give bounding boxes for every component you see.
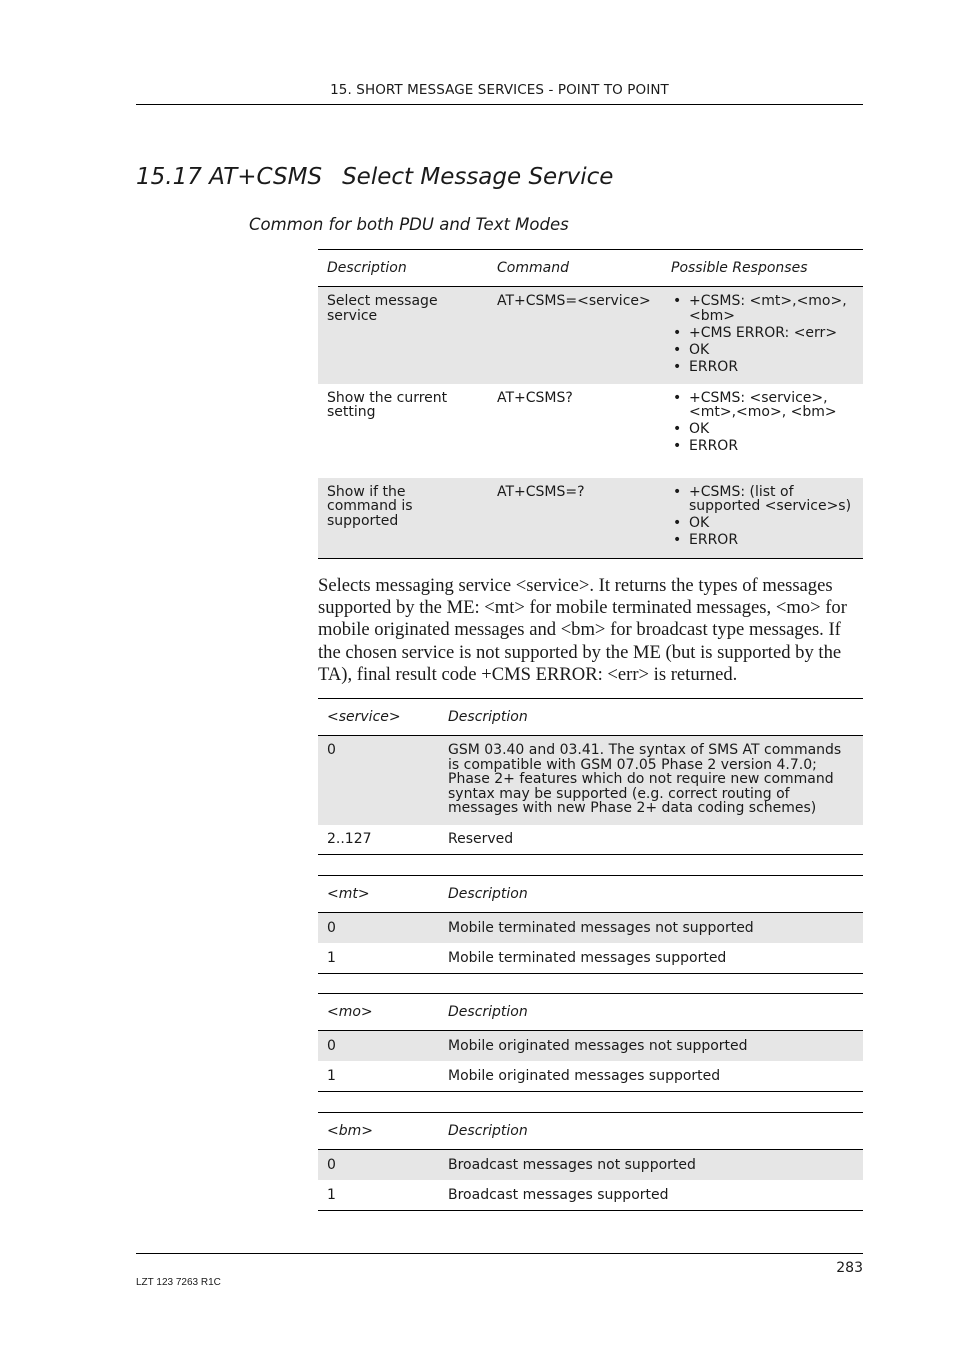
param-description: Reserved: [439, 825, 863, 855]
page-number: 283: [836, 1260, 863, 1276]
row-description: Select message service: [318, 287, 488, 384]
row-command: AT+CSMS?: [497, 389, 573, 406]
footer-rule: [136, 1253, 863, 1254]
mt-table: [318, 875, 863, 974]
body-paragraph: Selects messaging service <service>. It returns the types of messages supported by the ME: <mt> for mobile terminated messages, <mo> for mobile originated messages and <bm> for broadcast type messages. If the chosen service is not supported by the ME (but is supported by the TA), final result code +CMS ERROR: <err> is returned.: [318, 575, 847, 685]
service-table-header: [318, 699, 863, 736]
section-title: [136, 164, 613, 190]
response-item: • +CMS ERROR: <err>: [671, 326, 854, 341]
response-item: • +CSMS: <mt>,<mo>,<bm>: [671, 294, 854, 323]
table-row: [318, 287, 863, 384]
response-item: • OK: [671, 422, 854, 437]
table-row: [318, 1061, 863, 1092]
response-item: • OK: [671, 343, 854, 358]
command-table-header: [318, 250, 863, 287]
service-table: [318, 698, 863, 855]
param-description: Mobile originated messages supported: [439, 1061, 863, 1092]
section-name: Select Message Service: [342, 164, 614, 190]
param-value: 0: [318, 736, 439, 825]
bm-table-header: [318, 1113, 863, 1150]
bm-table: [318, 1112, 863, 1211]
table-row: [318, 384, 863, 478]
param-description: Mobile terminated messages not supported: [439, 913, 863, 943]
param-description: Broadcast messages not supported: [439, 1150, 863, 1180]
mo-table-header: [318, 994, 863, 1031]
header-description: Description: [439, 994, 863, 1031]
mt-table-header: [318, 876, 863, 913]
param-value: 1: [318, 1180, 439, 1211]
response-item: • ERROR: [671, 360, 854, 375]
table-row: [318, 943, 863, 974]
param-description: GSM 03.40 and 03.41. The syntax of SMS AT commands is compatible with GSM 07.05 Phase 2 version 4.7.0; Phase 2+ features which do not require new command syntax may be supported (e.g. correct routing of messages with new Phase 2+ data coding schemes): [439, 736, 863, 825]
response-item: • OK: [671, 516, 854, 531]
table-row: [318, 736, 863, 825]
table-row: [318, 1180, 863, 1211]
header-description: Description: [439, 876, 863, 913]
param-value: 0: [318, 1150, 439, 1180]
row-description: Show the current setting: [327, 389, 448, 420]
header-parameter: <mt>: [318, 876, 439, 913]
response-item: • +CSMS: <service>,<mt>,<mo>, <bm>: [671, 391, 854, 420]
table-row: [318, 1150, 863, 1180]
param-value: 0: [318, 1031, 439, 1061]
param-value: 1: [318, 1061, 439, 1092]
section-number: 15.17 AT+CSMS: [136, 164, 323, 190]
table-row: [318, 1031, 863, 1061]
table-row: [318, 913, 863, 943]
command-table: [318, 249, 863, 559]
header-rule: [136, 104, 863, 105]
response-item: • ERROR: [671, 439, 854, 454]
mo-table: [318, 993, 863, 1092]
header-parameter: <bm>: [318, 1113, 439, 1150]
response-item: • ERROR: [671, 533, 854, 548]
row-description: Show if the command is supported: [318, 478, 488, 559]
header-command: Command: [488, 250, 662, 287]
mode-subtitle: Common for both PDU and Text Modes: [249, 215, 569, 234]
table-row: [318, 825, 863, 855]
header-parameter: <mo>: [318, 994, 439, 1031]
param-value: 1: [318, 943, 439, 974]
param-description: Broadcast messages supported: [439, 1180, 863, 1211]
param-description: Mobile originated messages not supported: [439, 1031, 863, 1061]
header-description: Description: [439, 1113, 863, 1150]
row-command: AT+CSMS=?: [488, 478, 662, 559]
header-parameter: <service>: [318, 699, 439, 736]
response-item: • +CSMS: (list of supported <service>s): [671, 485, 854, 514]
param-value: 2..127: [318, 825, 439, 855]
param-description: Mobile terminated messages supported: [439, 943, 863, 974]
table-row: [318, 478, 863, 559]
header-description: Description: [439, 699, 863, 736]
header-responses: Possible Responses: [662, 250, 863, 287]
row-responses: [662, 478, 863, 559]
row-responses: [662, 384, 863, 478]
row-responses: [662, 287, 863, 384]
param-value: 0: [318, 913, 439, 943]
running-header: 15. SHORT MESSAGE SERVICES - POINT TO POINT: [330, 82, 669, 98]
header-description: Description: [318, 250, 488, 287]
row-command: AT+CSMS=<service>: [488, 287, 662, 384]
document-id: LZT 123 7263 R1C: [136, 1277, 221, 1288]
